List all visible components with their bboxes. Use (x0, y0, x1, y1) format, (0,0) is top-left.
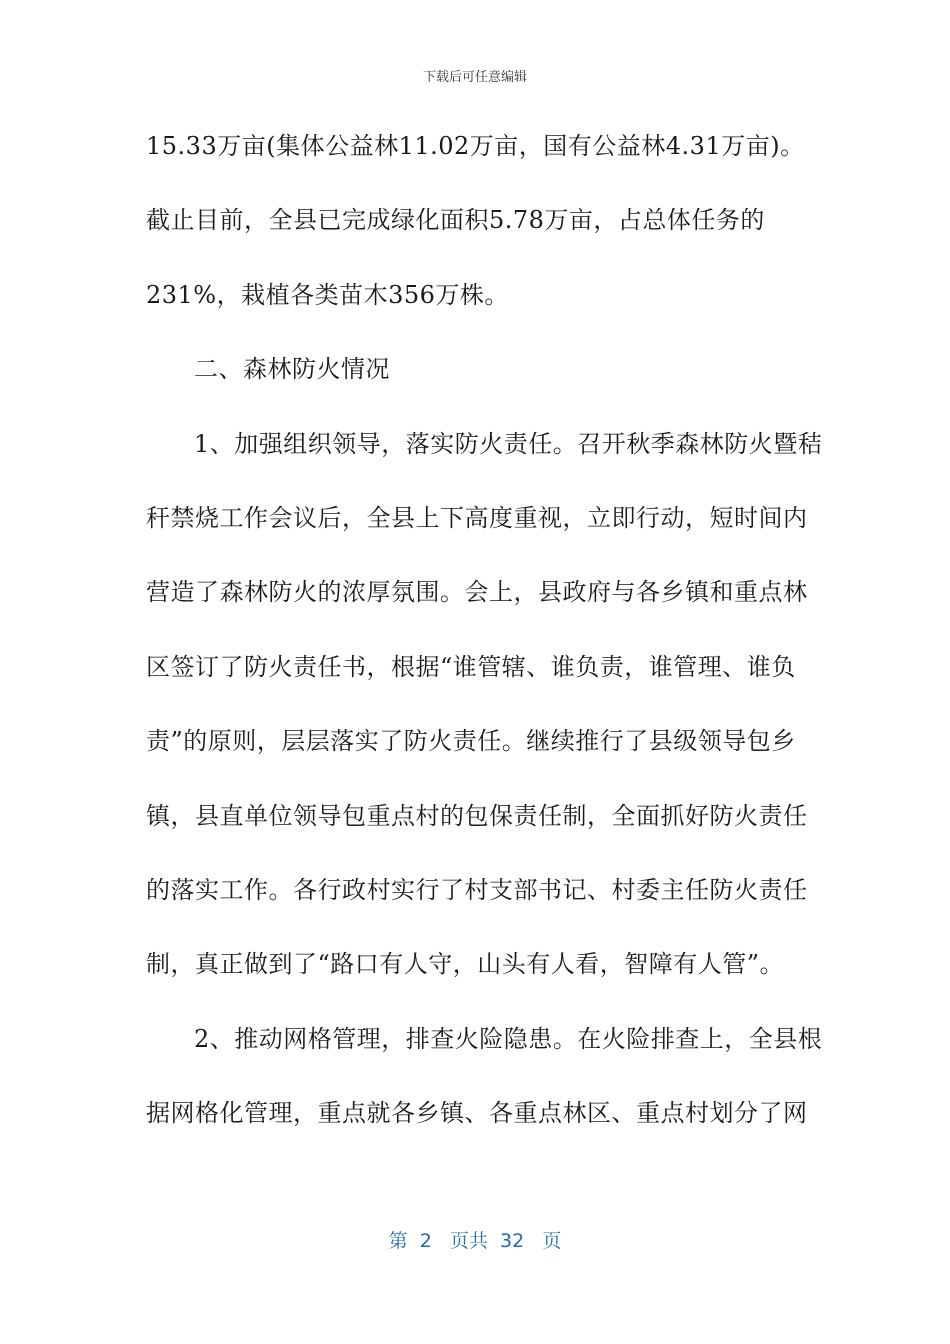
text-line-13: 2、推动网格管理，排查火险隐患。在火险排查上，全县根 (194, 1024, 823, 1053)
text-line-10: 镇，县直单位领导包重点村的包保责任制，全面抓好防火责任 (146, 801, 808, 830)
document-body (146, 124, 823, 1165)
text-line-3: 231%，栽植各类苗木356万株。 (146, 280, 509, 309)
text-line-1: 15.33万亩(集体公益林11.02万亩，国有公益林4.31万亩)。 (146, 132, 805, 160)
text-line-2: 截止目前，全县已完成绿化面积5.78万亩，占总体任务的 (146, 206, 765, 235)
text-line-12: 制，真正做到了“路口有人守，山头有人看，智障有人管”。 (146, 950, 785, 979)
text-line-5: 1、加强组织领导，落实防火责任。召开秋季森林防火暨秸 (194, 429, 823, 458)
text-line-7: 营造了森林防火的浓厚氛围。会上，县政府与各乡镇和重点林 (146, 578, 808, 607)
page-header-note: 下载后可任意编辑 (422, 70, 527, 85)
section-heading: 二、森林防火情况 (194, 355, 390, 384)
text-line-11: 的落实工作。各行政村实行了村支部书记、村委主任防火责任 (146, 875, 808, 904)
text-line-6: 秆禁烧工作会议后，全县上下高度重视，立即行动，短时间内 (146, 503, 808, 532)
text-line-14: 据网格化管理，重点就各乡镇、各重点林区、重点村划分了网 (146, 1099, 808, 1128)
page-number-footer: 第 2 页共 32 页 (388, 1230, 562, 1252)
text-line-9: 责”的原则，层层落实了防火责任。继续推行了县级领导包乡 (146, 727, 796, 756)
text-line-8: 区签订了防火责任书，根据“谁管辖、谁负责，谁管理、谁负 (146, 652, 796, 681)
